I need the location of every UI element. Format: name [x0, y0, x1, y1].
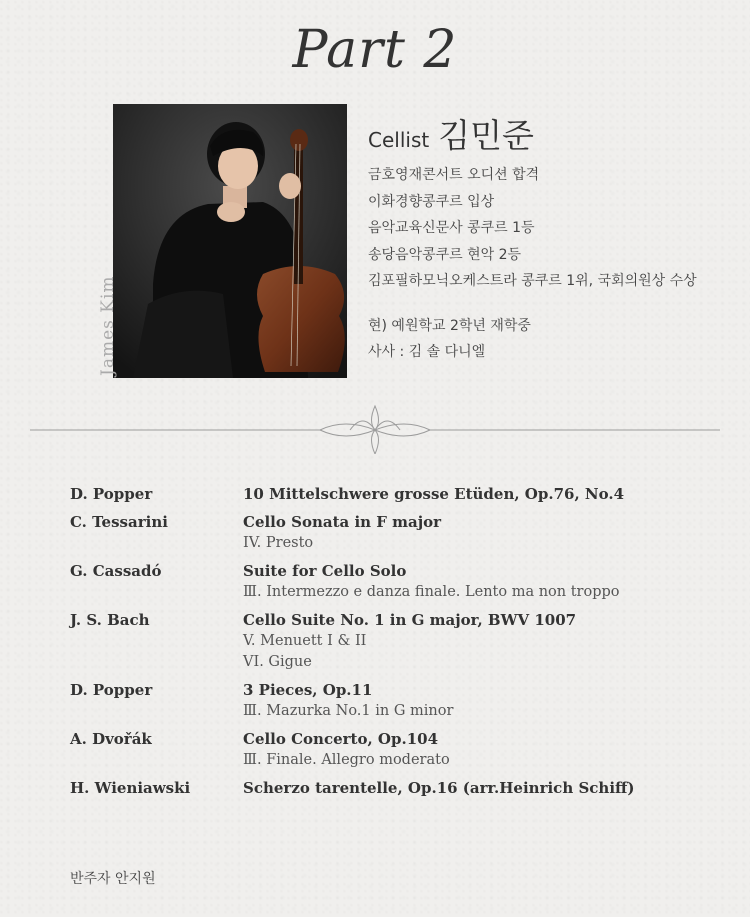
performer-name-vertical: James Kim: [98, 275, 118, 376]
program-row: [70, 679, 720, 722]
bio-school: 현) 예원학교 2학년 재학중: [368, 317, 531, 334]
program-row: [70, 609, 720, 673]
performer-role: Cellist: [368, 128, 430, 152]
piece-movement: V. Menuett I & II: [243, 633, 367, 649]
piece-title: 10 Mittelschwere grosse Etüden, Op.76, No.4: [243, 485, 625, 503]
piece-title: Cello Concerto, Op.104: [243, 730, 438, 748]
bio-spacer: [368, 295, 697, 313]
piece: [243, 679, 720, 722]
piece: [243, 609, 720, 673]
page-title: Part 2: [292, 20, 458, 80]
bio-item: 송당음악콩쿠르 현악 2등: [368, 246, 522, 263]
piece: [243, 511, 720, 554]
piece-title: Suite for Cello Solo: [243, 562, 407, 580]
bio-item: 금호영재콘서트 오디션 합격: [368, 167, 540, 183]
composer-name: H. Wieniawski: [70, 779, 191, 797]
program-row: [70, 777, 720, 799]
program-row: [70, 560, 720, 603]
bio-item: 이화경향콩쿠르 입상: [368, 193, 495, 210]
bio-item: 음악교육신문사 콩쿠르 1등: [368, 220, 535, 236]
ornamental-divider: [30, 404, 720, 454]
composer-name: C. Tessarini: [70, 513, 168, 531]
piece: [243, 728, 720, 771]
performer-bio: [368, 162, 697, 366]
performer-photo: [113, 104, 347, 378]
composer-name: D. Popper: [70, 485, 153, 503]
program-row: [70, 483, 720, 505]
bio-teacher: 사사 : 김 솔 다니엘: [368, 344, 486, 360]
piece-movement: Ⅲ. Finale. Allegro moderato: [243, 752, 450, 768]
bio-item: 김포필하모닉오케스트라 콩쿠르 1위, 국회의원상 수상: [368, 273, 697, 289]
piece-movement: Ⅲ. Mazurka No.1 in G minor: [243, 703, 454, 719]
composer-name: D. Popper: [70, 681, 153, 699]
program-row: [70, 511, 720, 554]
piece-title: Scherzo tarentelle, Op.16 (arr.Heinrich Schiff): [243, 779, 635, 797]
program-list: [70, 483, 720, 805]
piece-movement: VI. Gigue: [243, 654, 312, 670]
accompanist: 반주자 안지원: [70, 871, 156, 887]
piece-title: Cello Sonata in F major: [243, 513, 442, 531]
piece: [243, 560, 720, 603]
program-row: [70, 728, 720, 771]
composer-name: J. S. Bach: [70, 611, 150, 629]
piece-title: 3 Pieces, Op.11: [243, 681, 373, 699]
piece: [243, 483, 720, 505]
composer-name: A. Dvořák: [70, 730, 152, 748]
piece-title: Cello Suite No. 1 in G major, BWV 1007: [243, 611, 577, 629]
piece-movement: Ⅲ. Intermezzo e danza finale. Lento ma non troppo: [243, 584, 620, 600]
piece: [243, 777, 720, 799]
composer-name: G. Cassadó: [70, 562, 162, 580]
performer-name: 김민준: [438, 116, 534, 155]
piece-movement: IV. Presto: [243, 535, 314, 551]
performer-heading: [368, 110, 534, 157]
